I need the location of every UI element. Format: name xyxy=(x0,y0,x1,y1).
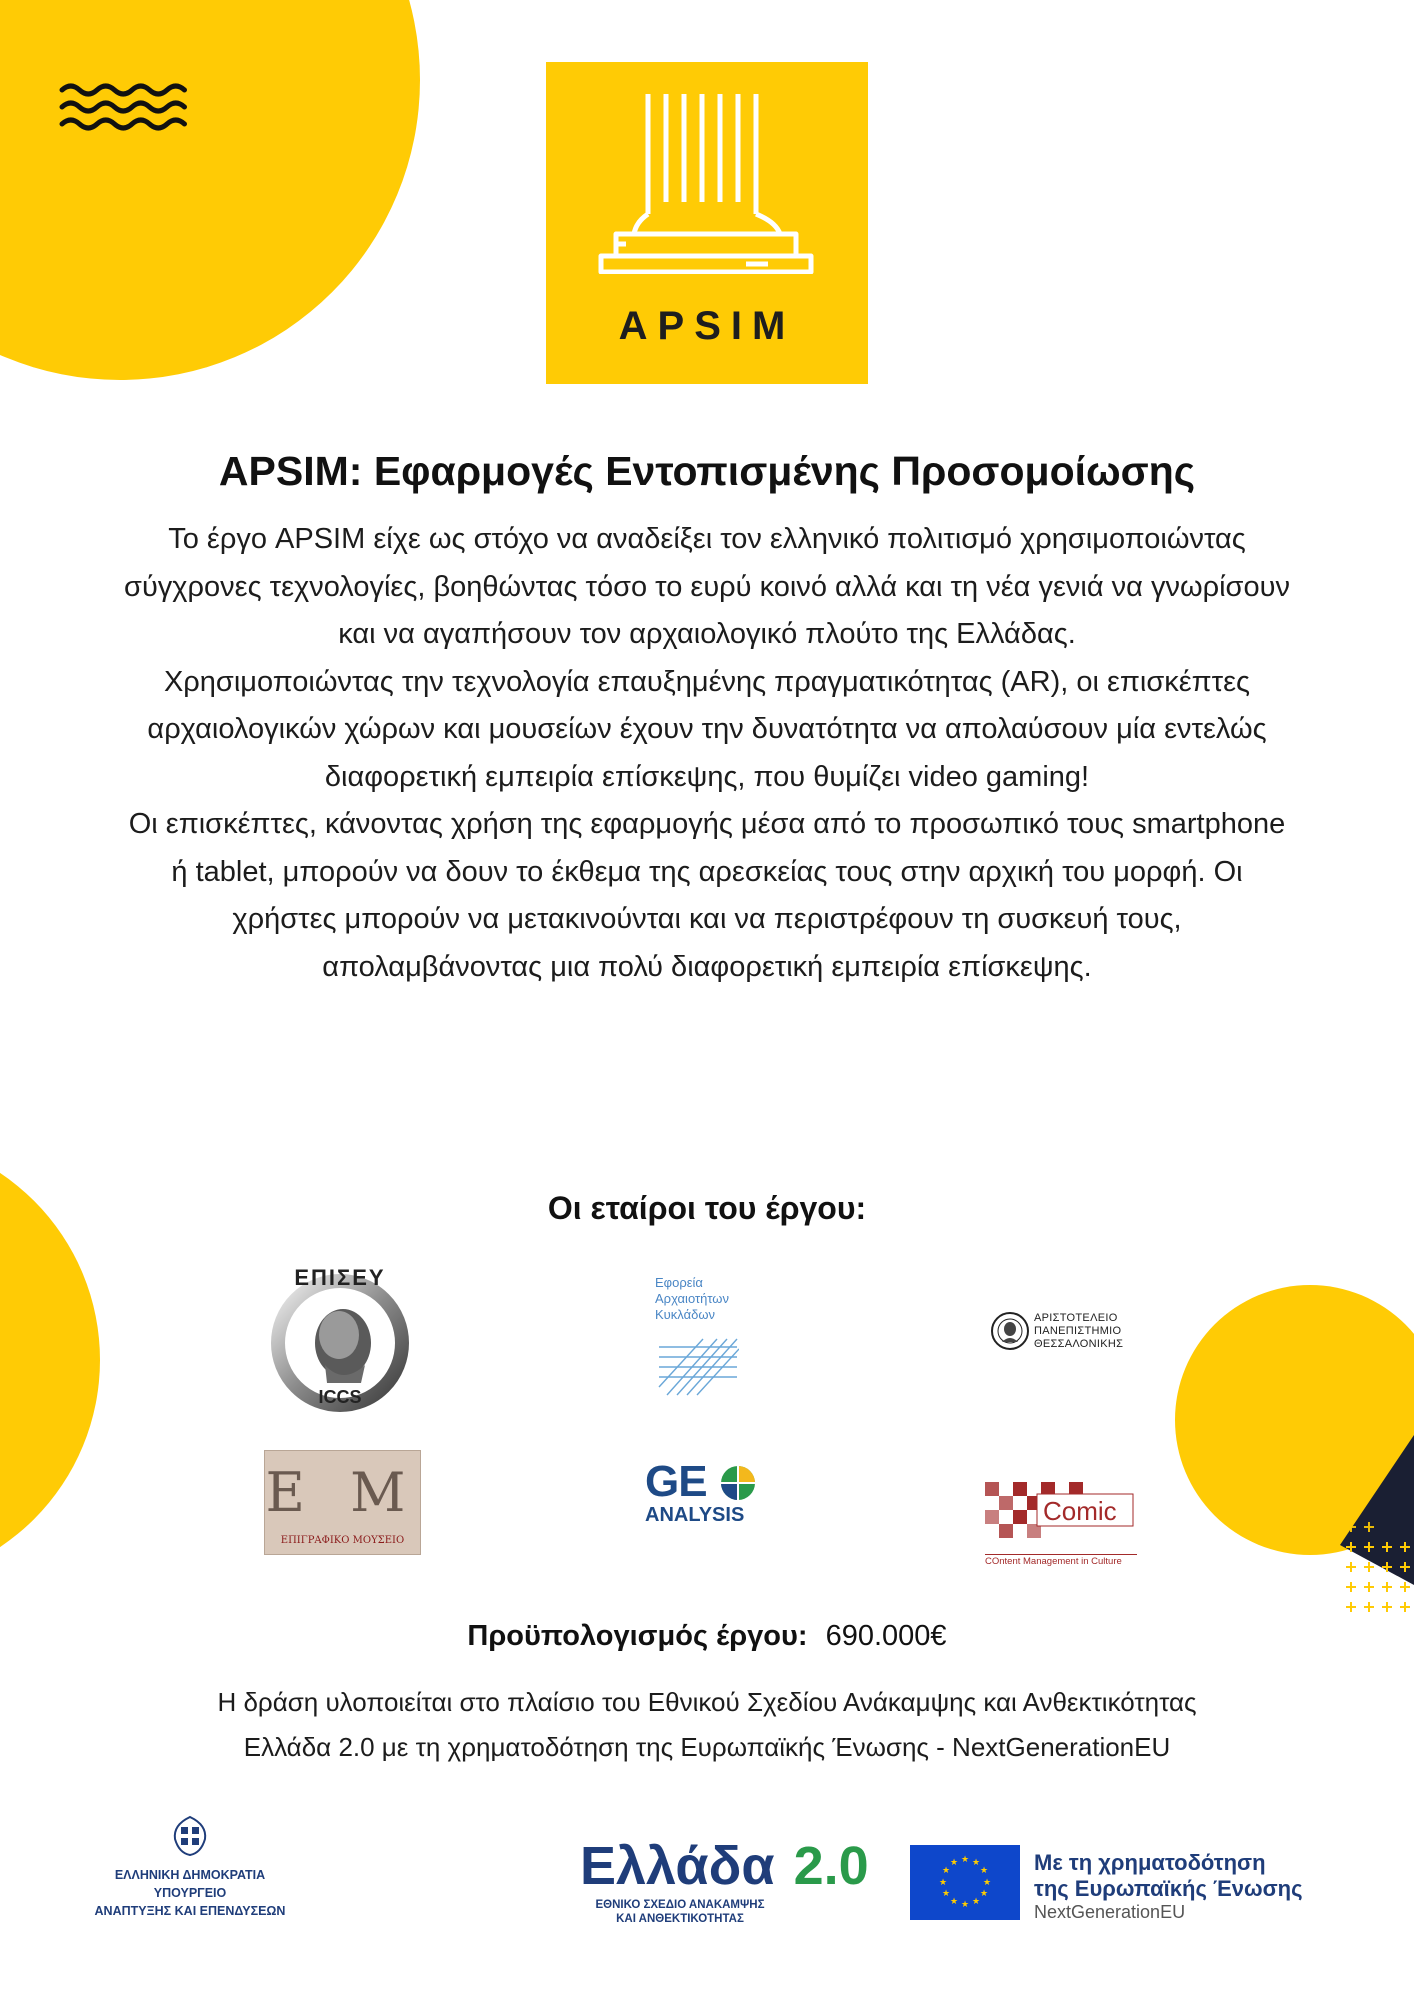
waves-lines-icon xyxy=(657,1337,739,1397)
body-paragraph: Χρησιμοποιώντας την τεχνολογία επαυξημένης πραγματικότητας (AR), οι επισκέπτες αρχαιολογικών χώρων και μουσείων έχουν την δυνατότητα να απολαύσουν μία εντελώς διαφορετική εμπειρία επίσκεψης, που θυμίζει video gaming! xyxy=(147,665,1267,793)
geo-analysis-logo xyxy=(645,1457,765,1530)
ministry-logo xyxy=(85,1815,295,1935)
ministry-line2: ΥΠΟΥΡΓΕΙΟ xyxy=(153,1886,227,1900)
comic-word: Comic xyxy=(1043,1496,1117,1526)
auth-text xyxy=(1034,1312,1123,1351)
episey-text: ΕΠΙΣΕΥ xyxy=(294,1265,386,1290)
svg-text:★: ★ xyxy=(979,1866,989,1876)
greece-sub1: ΕΘΝΙΚΟ ΣΧΕΔΙΟ ΑΝΑΚΑΜΨΗΣ xyxy=(595,1899,765,1911)
wave-icon xyxy=(58,82,198,132)
svg-text:★: ★ xyxy=(971,1897,981,1907)
decorative-circle-top-left xyxy=(0,0,420,380)
svg-text:★: ★ xyxy=(938,1878,948,1888)
eu-line3: NextGenerationEU xyxy=(1034,1902,1186,1922)
eu-flag-icon xyxy=(910,1845,1020,1920)
column-icon xyxy=(596,84,818,274)
epigraphic-caption: ΕΠΙΓΡΑΦΙΚΟ ΜΟΥΣΕΙΟ xyxy=(280,1535,405,1546)
greece-2-0-logo xyxy=(580,1836,880,1936)
svg-text:★: ★ xyxy=(949,1858,959,1868)
analysis-text: ANALYSIS xyxy=(645,1504,745,1526)
apsim-logo xyxy=(546,62,868,384)
logo-text: APSIM xyxy=(618,304,796,348)
svg-text:★: ★ xyxy=(982,1878,992,1888)
auth-logo xyxy=(990,1310,1140,1356)
funding-text: Η δράση υλοποιείται στο πλαίσιο του Εθνικού Σχεδίου Ανάκαμψης και Ανθεκτικότητας Ελλάδα 2.0 με τη χρηματοδότηση της Ευρωπαϊκής Ένωσης - NextGenerationEU xyxy=(217,1687,1197,1762)
auth-seal-icon xyxy=(990,1310,1030,1352)
svg-text:★: ★ xyxy=(971,1858,981,1868)
svg-text:★: ★ xyxy=(941,1889,951,1899)
eu-funding-logo xyxy=(910,1845,1340,1923)
body-paragraph: Το έργο APSIM είχε ως στόχο να αναδείξει τον ελληνικό πολιτισμό χρησιμοποιώντας σύγχρονες τεχνολογίες, βοηθώντας τόσο το ευρύ κοινό αλλά και τη νέα γενιά να γνωρίσουν και να αγαπήσουν τον αρχαιολογικό πλούτο της Ελλάδας. xyxy=(124,523,1290,650)
budget-label: Προϋπολογισμός έργου: xyxy=(467,1620,808,1652)
ephoreia-kykladon-logo xyxy=(655,1275,765,1405)
iccs-text: ICCS xyxy=(318,1387,362,1407)
geo-text: GE xyxy=(645,1457,707,1506)
comic-caption: COntent Management in Culture xyxy=(985,1554,1137,1567)
auth-line1: ΑΡΙΣΤΟΤΕΛΕΙΟ xyxy=(1034,1312,1118,1324)
svg-text:★: ★ xyxy=(979,1889,989,1899)
partners-heading: Οι εταίροι του έργου: xyxy=(547,1190,867,1226)
ministry-line3: ΑΝΑΠΤΥΞΗΣ ΚΑΙ ΕΠΕΝΔΥΣΕΩΝ xyxy=(94,1904,286,1918)
svg-text:★: ★ xyxy=(960,1900,970,1910)
body-text xyxy=(120,516,1294,991)
ephoreia-line1: Εφορεία xyxy=(655,1275,703,1290)
ephoreia-line3: Κυκλάδων xyxy=(655,1307,715,1322)
greece-word xyxy=(580,1836,869,1896)
auth-line3: ΘΕΣΣΑΛΟΝΙΚΗΣ xyxy=(1034,1338,1124,1350)
comic-logo xyxy=(985,1480,1137,1568)
budget-value: 690.000€ xyxy=(825,1620,947,1652)
greek-emblem-icon xyxy=(169,1815,211,1857)
svg-text:★: ★ xyxy=(960,1855,970,1865)
ephoreia-line2: Αρχαιοτήτων xyxy=(655,1291,729,1306)
greece-sub2: ΚΑΙ ΑΝΘΕΚΤΙΚΟΤΗΤΑΣ xyxy=(616,1913,744,1925)
plus-pattern-icon xyxy=(1340,1435,1414,1635)
epigraphic-museum-logo xyxy=(264,1450,421,1555)
epigraphic-letters: E M xyxy=(265,1461,420,1524)
page-title: APSIM: Εφαρμογές Εντοπισμένης Προσομοίωσης xyxy=(218,448,1196,494)
episey-iccs-logo xyxy=(265,1265,415,1415)
greece-word-text: Ελλάδα xyxy=(580,1836,775,1896)
body-paragraph: Οι επισκέπτες, κάνοντας χρήση της εφαρμογής μέσα από το προσωπικό τους smartphone ή tablet, μπορούν να δουν το έκθεμα της αρεσκείας τους στην αρχική του μορφή. Οι χρήστες μπορούν να μετακινούνται και να περιστρέφουν τη συσκευή τους, απολαμβάνοντας μια πολύ διαφορετική εμπειρία επίσκεψης. xyxy=(128,808,1286,983)
globe-icon xyxy=(719,1464,757,1502)
svg-text:★: ★ xyxy=(941,1866,951,1876)
ministry-line1: ΕΛΛΗΝΙΚΗ ΔΗΜΟΚΡΑΤΙΑ xyxy=(114,1868,266,1882)
greece-number: 2.0 xyxy=(793,1836,869,1896)
eu-line2: της Ευρωπαϊκής Ένωσης xyxy=(1034,1876,1303,1901)
auth-line2: ΠΑΝΕΠΙΣΤΗΜΙΟ xyxy=(1034,1325,1122,1337)
svg-text:★: ★ xyxy=(949,1897,959,1907)
eu-line1: Με τη χρηματοδότηση xyxy=(1034,1850,1266,1875)
budget-line xyxy=(0,1620,1414,1653)
